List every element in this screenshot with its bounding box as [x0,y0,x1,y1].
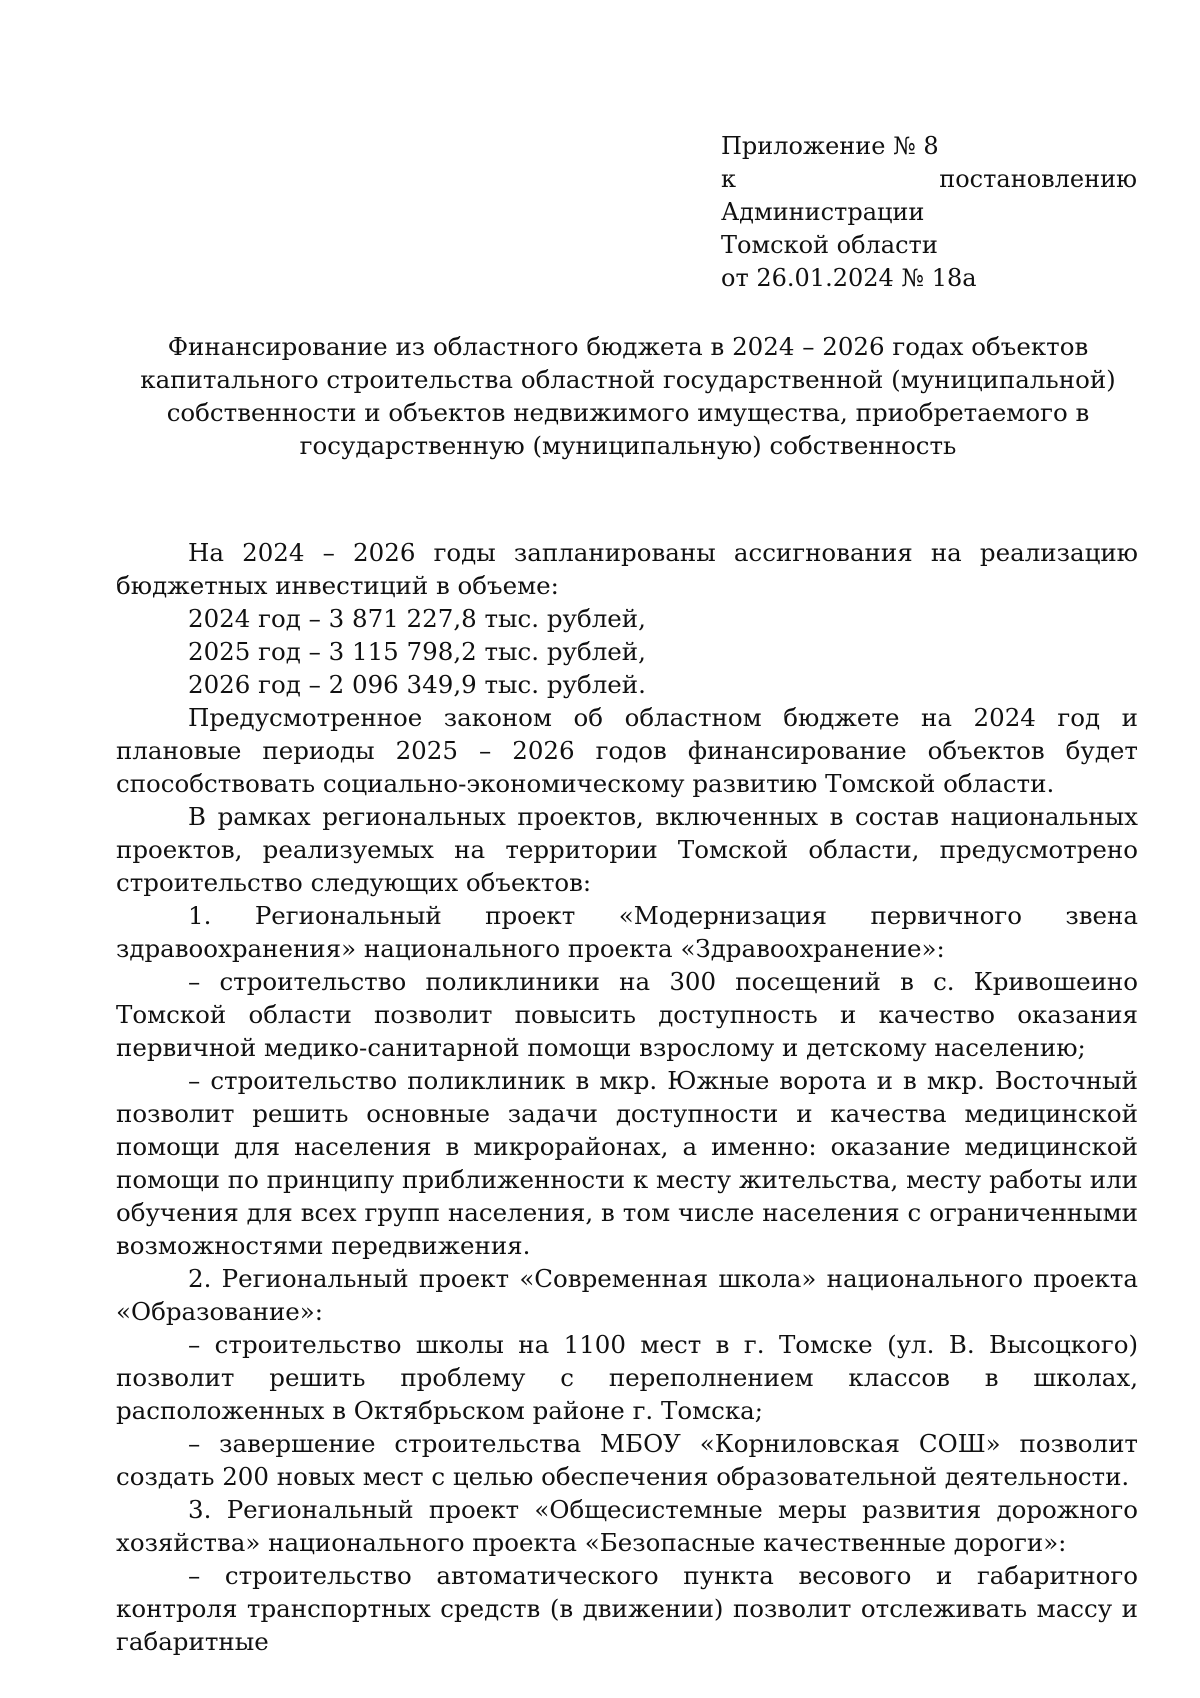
title-line: Финансирование из областного бюджета в 2024 – 2026 годах объектов [167,332,1089,361]
appendix-header [721,130,1137,295]
document-title [120,330,1136,462]
project-1-item-clinics: – строительство поликлиник в мкр. Южные ворота и в мкр. Восточный позволит решить основные задачи доступности и качества медицинской помощи для населения в микрорайонах, а именно: оказание медицинской помощи по принципу приближенности к месту жительства, месту работы или обучения для всех групп населения, в том числе населения с ограниченными возможностями передвижения. [116,1066,1138,1260]
project-1-heading: 1. Региональный проект «Модернизация первичного звена здравоохранения» национального проекта «Здравоохранение»: [116,901,1138,963]
document-body [116,536,1138,1658]
project-2-heading: 2. Региональный проект «Современная школа» национального проекта «Образование»: [116,1264,1138,1326]
law-paragraph: Предусмотренное законом об областном бюджете на 2024 год и плановые периоды 2025 – 2026 годов финансирование объектов будет способствовать социально-экономическому развитию Томской области. [116,703,1138,798]
appendix-resolution: к постановлению Администрации [721,165,1137,226]
title-line: собственности и объектов недвижимого имущества, приобретаемого в [166,398,1090,427]
regional-projects-paragraph: В рамках региональных проектов, включенных в состав национальных проектов, реализуемых на территории Томской области, предусмотрено строительство следующих объектов: [116,802,1138,897]
title-line: капитального строительства областной государственной (муниципальной) [140,365,1116,394]
budget-2025: 2025 год – 3 115 798,2 тыс. рублей, [188,637,646,666]
project-2-item-kornilovskaya: – завершение строительства МБОУ «Корниловская СОШ» позволит создать 200 новых мест с целью обеспечения образовательной деятельности. [116,1429,1138,1491]
appendix-date: от 26.01.2024 № 18а [721,264,977,292]
project-3-item-weigh-station: – строительство автоматического пункта весового и габаритного контроля транспортных средств (в движении) позволит отслеживать массу и габаритные [116,1561,1138,1656]
project-2-item-school: – строительство школы на 1100 мест в г. Томске (ул. В. Высоцкого) позволит решить проблему с переполнением классов в школах, расположенных в Октябрьском районе г. Томска; [116,1330,1138,1425]
appendix-number: Приложение № 8 [721,132,939,160]
budget-2026: 2026 год – 2 096 349,9 тыс. рублей. [188,670,646,699]
appendix-region: Томской области [721,231,938,259]
budget-2024: 2024 год – 3 871 227,8 тыс. рублей, [188,604,646,633]
intro-paragraph: На 2024 – 2026 годы запланированы ассигнования на реализацию бюджетных инвестиций в объеме: [116,538,1138,600]
project-1-item-krivosheino: – строительство поликлиники на 300 посещений в с. Кривошеино Томской области позволит повысить доступность и качество оказания первичной медико-санитарной помощи взрослому и детскому населению; [116,967,1138,1062]
title-line: государственную (муниципальную) собственность [299,431,957,460]
project-3-heading: 3. Региональный проект «Общесистемные меры развития дорожного хозяйства» национального проекта «Безопасные качественные дороги»: [116,1495,1138,1557]
